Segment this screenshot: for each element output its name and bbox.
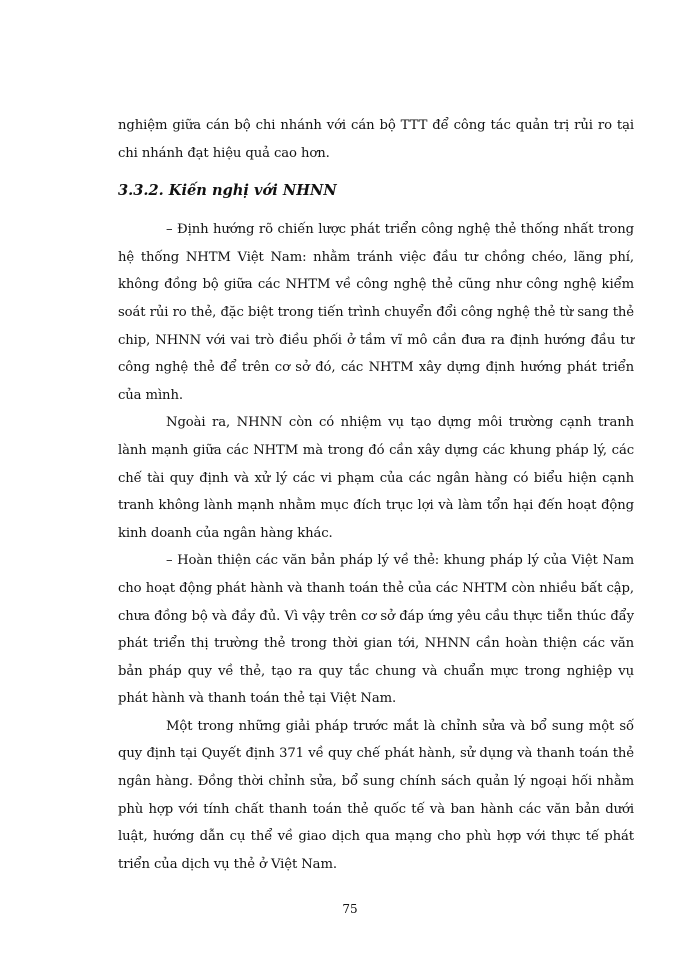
page-content	[118, 112, 634, 878]
paragraph-immediate-solution: Một trong những giải pháp trước mắt là chỉnh sửa và bổ sung một số quy định tại Quyết định 371 về quy chế phát hành, sử dụng và thanh toán thẻ ngân hàng. Đồng thời chỉnh sửa, bổ sung chính sách quản lý ngoại hối nhằm phù hợp với tính chất thanh toán thẻ quốc tế và ban hành các văn bản dưới luật, hướng dẫn cụ thể về giao dịch qua mạng cho phù hợp với thực tế phát triển của dịch vụ thẻ ở Việt Nam.	[118, 718, 634, 872]
section-heading: 3.3.2. Kiến nghị với NHNN	[118, 182, 337, 200]
page-number: 75	[342, 902, 358, 916]
paragraph-competition-environment: Ngoài ra, NHNN còn có nhiệm vụ tạo dựng môi trường cạnh tranh lành mạnh giữa các NHTM mà trong đó cần xây dựng các khung pháp lý, các chế tài quy định và xử lý các vi phạm của các ngân hàng có biểu hiện cạnh tranh không lành mạnh nhằm mục đích trục lợi và làm tổn hại đến hoạt động kinh doanh của ngân hàng khác.	[118, 415, 634, 541]
paragraph-technology-strategy: – Định hướng rõ chiến lược phát triển công nghệ thẻ thống nhất trong hệ thống NHTM Việt Nam: nhằm tránh việc đầu tư chồng chéo, lãng phí, không đồng bộ giữa các NHTM về công nghệ thẻ cũng như công nghệ kiểm soát rủi ro thẻ, đặc biệt trong tiến trình chuyển đổi công nghệ thẻ từ sang thẻ chip, NHNN với vai trò điều phối ở tầm vĩ mô cần đưa ra định hướng đầu tư công nghệ thẻ để trên cơ sở đó, các NHTM xây dựng định hướng phát triển của mình.	[118, 222, 634, 403]
continuation-paragraph: nghiệm giữa cán bộ chi nhánh với cán bộ TTT để công tác quản trị rủi ro tại chi nhánh đạt hiệu quả cao hơn.	[118, 118, 634, 161]
paragraph-legal-framework: – Hoàn thiện các văn bản pháp lý về thẻ: khung pháp lý của Việt Nam cho hoạt động phát hành và thanh toán thẻ của các NHTM còn nhiều bất cập, chưa đồng bộ và đầy đủ. Vì vậy trên cơ sở đáp ứng yêu cầu thực tiễn thúc đẩy phát triển thị trường thẻ trong thời gian tới, NHNN cần hoàn thiện các văn bản pháp quy về thẻ, tạo ra quy tắc chung và chuẩn mực trong nghiệp vụ phát hành và thanh toán thẻ tại Việt Nam.	[118, 553, 634, 707]
